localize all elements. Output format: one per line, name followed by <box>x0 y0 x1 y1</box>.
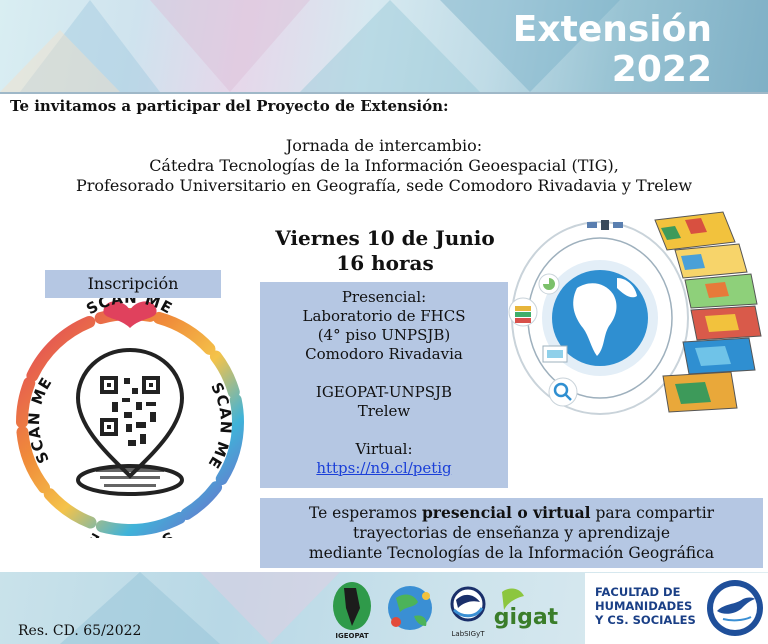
igeopat-logo-text: IGEOPAT <box>335 632 369 640</box>
gigat-logo <box>494 589 559 630</box>
presencial-title: Presencial: <box>341 288 427 306</box>
registration-qr[interactable] <box>0 298 260 538</box>
presencial-line-1: Laboratorio de FHCS <box>302 307 466 325</box>
virtual-link[interactable]: https://n9.cl/petig <box>316 459 452 477</box>
virtual-title: Virtual: <box>355 440 413 458</box>
faculty-line-1: FACULTAD DE <box>595 585 681 599</box>
geospatial-illustration <box>505 208 767 426</box>
university-seal-icon <box>703 575 763 641</box>
labsigyt-logo-text: LabSIGyT <box>451 630 485 638</box>
partner-logos <box>330 578 582 642</box>
event-time: 16 horas <box>336 251 434 275</box>
message-post: para compartir <box>590 504 715 522</box>
scan-me-right: SCAN ME <box>204 379 236 473</box>
gigat-logo-text: gigat <box>493 605 559 630</box>
resolution-number: Res. CD. 65/2022 <box>18 623 142 639</box>
header-banner <box>0 0 768 92</box>
banner-title-line2: 2022 <box>611 49 712 90</box>
message-pre: Te esperamos <box>308 504 422 522</box>
banner-title-line1: Extensión <box>512 9 712 50</box>
event-line-1: Jornada de intercambio: <box>285 136 483 155</box>
event-day: Viernes 10 de Junio <box>275 226 495 250</box>
magnifier-icon <box>549 378 577 406</box>
faculty-name <box>595 585 696 627</box>
qr-graphic <box>0 298 260 538</box>
event-line-2: Cátedra Tecnologías de la Información Geoespacial (TIG), <box>149 156 619 175</box>
closing-message <box>260 498 763 568</box>
faculty-line-3: Y CS. SOCIALES <box>595 613 696 627</box>
banner-divider <box>0 92 768 94</box>
trelew-line-1: IGEOPAT-UNPSJB <box>315 383 453 401</box>
banner-title <box>513 10 712 90</box>
faculty-line-2: HUMANIDADES <box>595 599 693 613</box>
event-line-3: Profesorado Universitario en Geografía, sede Comodoro Rivadavia y Trelew <box>75 176 693 195</box>
chart-icon <box>539 274 559 294</box>
event-description <box>0 136 768 196</box>
trelew-line-2: Trelew <box>357 402 411 420</box>
layers-icon <box>509 298 537 326</box>
message-line-3: mediante Tecnologías de la Información Geográfica <box>308 544 715 562</box>
faculty-logo <box>585 573 768 644</box>
message-bold: presencial o virtual <box>421 503 591 522</box>
message-line-2: trayectorias de enseñanza y aprendizaje <box>352 524 671 542</box>
screen-icon <box>543 346 567 362</box>
event-date <box>265 226 505 276</box>
globe-icon <box>505 208 767 426</box>
scan-me-left: SCAN ME <box>24 373 56 467</box>
earth-logo <box>388 586 432 630</box>
registration-label: Inscripción <box>45 270 221 298</box>
message-line-1 <box>260 503 763 523</box>
igeopat-logo <box>333 582 371 640</box>
presencial-line-2: (4° piso UNPSJB) <box>317 326 451 344</box>
presencial-line-3: Comodoro Rivadavia <box>305 345 463 363</box>
scan-me-top: SCA ME <box>83 298 176 319</box>
venue-box <box>260 282 508 488</box>
invitation-heading: Te invitamos a participar del Proyecto de Extensión: <box>10 97 449 115</box>
labsigyt-logo <box>452 588 486 638</box>
